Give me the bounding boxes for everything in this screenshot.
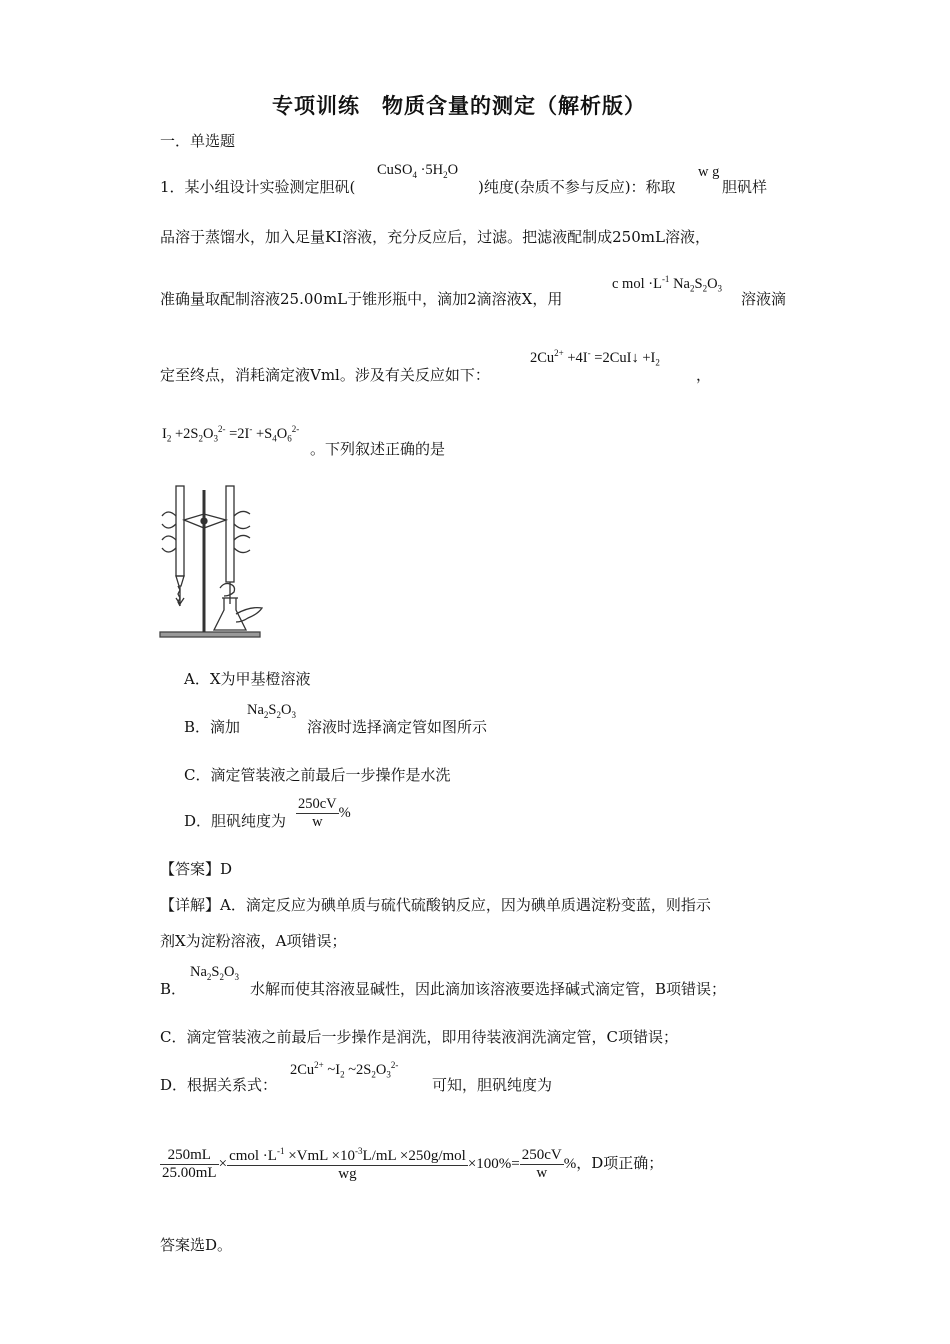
- fraction-volume-ratio: $\frac{250mL}{25.00mL}$: [162, 1147, 217, 1181]
- q1-line5-end: 。下列叙述正确的是: [310, 440, 446, 458]
- q1-line1-mid: )纯度(杂质不参与反应)：称取: [478, 178, 676, 196]
- detail-line1: 【详解】A．滴定反应为碘单质与硫代硫酸钠反应，因为碘单质遇淀粉变蓝，则指示: [160, 896, 711, 914]
- fraction-option-d: $\frac{250cV}{w}$ %: [298, 796, 351, 830]
- fraction-result: $\frac{250cV}{w}$: [521, 1147, 562, 1181]
- formula-relation: $2Cu^{2+}$ $\sim I_2$ $\sim 2S_2O_3^{2-}$: [290, 1060, 399, 1080]
- formula-reaction2: $I_2 +2S_2O_3^{2-} =2I^- +S_4O_6^{2-}$: [162, 424, 300, 444]
- q1-line3-end: 溶液滴: [741, 290, 787, 308]
- q1-line1-start: 1．某小组设计实验测定胆矾(: [160, 178, 356, 196]
- formula-cuso4: CuSO$_4$ $\cdot 5H_2O$: [377, 162, 459, 180]
- fraction-mass-calc: $\frac{cmol \cdot L^{-1} \times VmL \times 10^{-3}L/mL \times 250g/mol}{wg}$: [229, 1146, 466, 1182]
- detail-end: 答案选D。: [160, 1236, 233, 1254]
- option-d-start: D．胆矾纯度为: [184, 812, 287, 830]
- option-a: A．X为甲基橙溶液: [184, 670, 311, 688]
- titration-apparatus-figure: [158, 480, 266, 640]
- answer: 【答案】D: [160, 860, 233, 878]
- option-b-start: B．滴加: [184, 718, 241, 736]
- formula-option-b: $Na_2S_2O_3$: [247, 702, 296, 720]
- formula-wg: w g: [698, 164, 720, 180]
- q1-line4-start: 定至终点，消耗滴定液Vml。涉及有关反应如下：: [160, 366, 490, 384]
- detail-c: C．滴定管装液之前最后一步操作是润洗，即用待装液润洗滴定管，C项错误；: [160, 1028, 678, 1046]
- detail-line2: 剂X为淀粉溶液，A项错误；: [160, 932, 347, 950]
- q1-line2: 品溶于蒸馏水，加入足量KI溶液，充分反应后，过滤。把滤液配制成250mL溶液，: [160, 228, 710, 246]
- detail-b-start: B．: [160, 980, 187, 998]
- option-b-end: 溶液时选择滴定管如图所示: [307, 718, 488, 736]
- formula-reaction1: $2Cu^{2+} +4I^-$ =2CuI↓ $+I_2$: [530, 348, 660, 368]
- option-c: C．滴定管装液之前最后一步操作是水洗: [184, 766, 451, 784]
- q1-line4-end: ，: [696, 366, 712, 384]
- detail-b-end: 水解而使其溶液显碱性，因此滴加该溶液要选择碱式滴定管，B项错误；: [250, 980, 727, 998]
- q1-line3-start: 准确量取配制溶液25.00mL于锥形瓶中，滴加2滴溶液X，用: [160, 290, 563, 308]
- formula-concentration: c mol $\cdot L^{-1}$ $Na_2S_2O_3$: [612, 274, 723, 294]
- section-heading: 一．单选题: [160, 132, 236, 150]
- detail-d-end: 可知，胆矾纯度为: [432, 1076, 553, 1094]
- formula-detail-b: $Na_2S_2O_3$: [190, 964, 239, 982]
- calculation-expression: $\frac{250mL}{25.00mL}$ × $\frac{cmol \cdot L^{-1} \times VmL \times 10^{-3}L/mL \times 250g/mol}{wg}$ ×100%= $\frac{250cV}{w}$ %，D项正确；: [162, 1146, 664, 1182]
- detail-d-start: D．根据关系式：: [160, 1076, 278, 1094]
- page-title: 专项训练 物质含量的测定（解析版）: [272, 93, 646, 118]
- q1-line1-end: 胆矾样: [722, 178, 768, 196]
